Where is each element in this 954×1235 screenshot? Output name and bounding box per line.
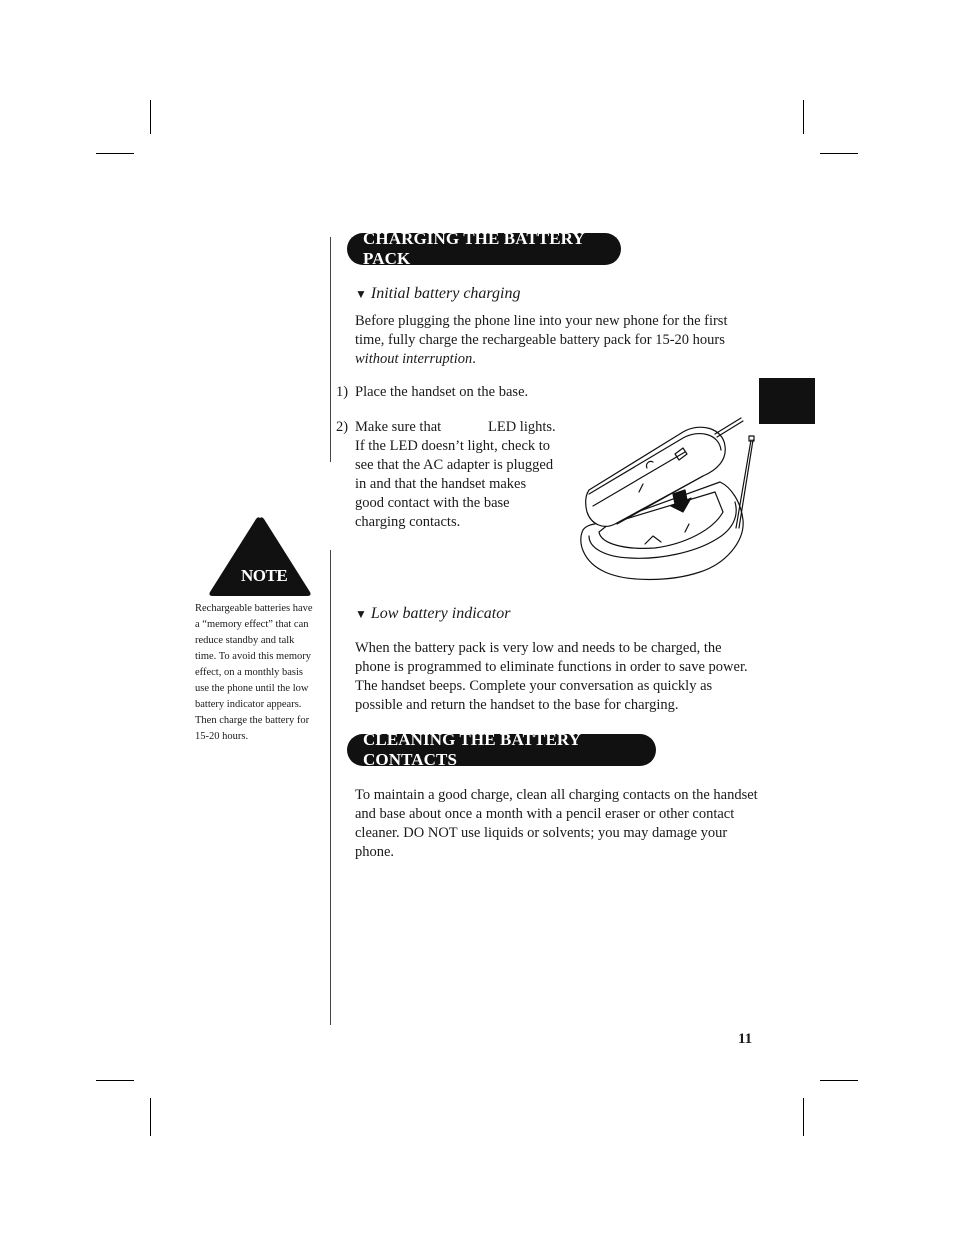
page-number: 11 <box>738 1031 753 1047</box>
section-title-charging <box>347 229 621 268</box>
note-text: Rechargeable batteries have a “memory effect” that can reduce standby and talk time. To avoid this memory effect, on a monthly basis use the phone until the low battery indicator appears. Then charge the battery for 15-20 hours. <box>195 603 313 742</box>
column-divider <box>330 237 331 462</box>
subheading-initial-charging <box>355 285 521 303</box>
step-text: LED lights. <box>488 419 556 435</box>
section-title-cleaning <box>347 730 656 769</box>
subheading-text: Low battery indicator <box>370 605 511 622</box>
step-text: Place the handset on the base. <box>355 384 529 400</box>
column-divider <box>330 550 331 1025</box>
section-title-text: CLEANING THE BATTERY CONTACTS <box>363 730 581 769</box>
step-text-continued: If the LED doesn’t light, check to see that the AC adapter is plugged in and that the handset makes good contact with the base charging contacts. <box>355 438 554 530</box>
crop-mark <box>803 1098 804 1136</box>
crop-mark <box>820 1080 858 1081</box>
cleaning-paragraph: To maintain a good charge, clean all charging contacts on the handset and base about once a month with a pencil eraser or other contact cleaner. DO NOT use liquids or solvents; you may damage your phone. <box>355 787 758 860</box>
intro-emphasis: without interruption <box>355 351 473 367</box>
step-number: 2) <box>336 419 349 435</box>
crop-mark <box>820 153 858 154</box>
crop-mark <box>96 153 134 154</box>
crop-mark <box>803 100 804 134</box>
handset-on-base-illustration <box>575 412 760 587</box>
low-battery-paragraph: When the battery pack is very low and needs to be charged, the phone is programmed to eliminate functions in order to save power. The handset beeps. Complete your conversation as quickly as possible and return the handset to the base for charging. <box>355 640 748 713</box>
section-title-text: CHARGING THE BATTERY PACK <box>363 229 585 268</box>
subheading-low-battery <box>355 605 510 623</box>
subheading-text: Initial battery charging <box>370 285 521 302</box>
intro-text: Before plugging the phone line into your new phone for the first time, fully charge the rechargeable battery pack for 15-20 hours <box>355 313 728 348</box>
crop-mark <box>150 1098 151 1136</box>
triangle-bullet-icon: ▼ <box>355 287 367 301</box>
step-text: Make sure that <box>355 419 442 435</box>
intro-end: . <box>472 351 476 367</box>
step-number: 1) <box>336 384 349 400</box>
section-tab <box>759 378 815 424</box>
triangle-bullet-icon: ▼ <box>355 607 367 621</box>
crop-mark <box>150 100 151 134</box>
note-label: NOTE <box>241 566 288 585</box>
crop-mark <box>96 1080 134 1081</box>
intro-paragraph <box>355 312 760 369</box>
